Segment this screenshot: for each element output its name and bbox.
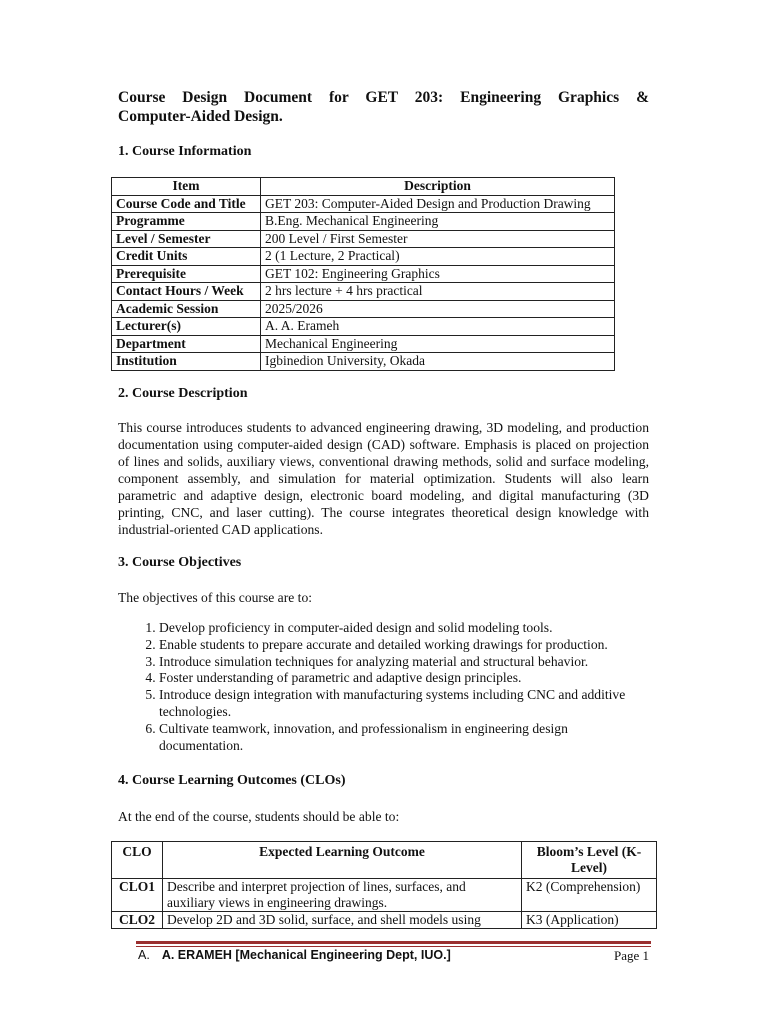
list-item: 6. Cultivate teamwork, innovation, and professionalism in engineering design documentation. — [159, 721, 649, 755]
info-item-cell: Department — [112, 335, 261, 353]
footer-author-text: A. ERAMEH [Mechanical Engineering Dept, IUO.] — [161, 948, 451, 962]
info-description-cell: 2 (1 Lecture, 2 Practical) — [261, 248, 615, 266]
info-description-cell: GET 102: Engineering Graphics — [261, 265, 615, 283]
clo-level-cell: K3 (Application) — [522, 912, 657, 929]
section-heading-course-information: 1. Course Information — [118, 144, 252, 159]
title-line-2: Computer-Aided Design. — [118, 108, 283, 125]
header-outcome: Expected Learning Outcome — [163, 842, 522, 879]
info-description-cell: B.Eng. Mechanical Engineering — [261, 213, 615, 231]
info-description-cell: 2 hrs lecture + 4 hrs practical — [261, 283, 615, 301]
info-description-cell: GET 203: Computer-Aided Design and Production Drawing — [261, 195, 615, 213]
footer-author — [138, 948, 451, 962]
table-row — [112, 353, 615, 371]
learning-outcomes-table — [111, 841, 657, 929]
clo-level-cell: K2 (Comprehension) — [522, 879, 657, 912]
objectives-list — [118, 620, 649, 754]
info-item-cell: Institution — [112, 353, 261, 371]
table-header-row — [112, 178, 615, 196]
footer-rule-thin — [136, 946, 651, 947]
table-row — [112, 879, 657, 912]
info-item-cell: Programme — [112, 213, 261, 231]
header-description: Description — [261, 178, 615, 196]
info-item-cell: Lecturer(s) — [112, 318, 261, 336]
clo-id-cell: CLO2 — [112, 912, 163, 929]
table-row — [112, 912, 657, 929]
info-description-cell: A. A. Erameh — [261, 318, 615, 336]
info-item-cell: Prerequisite — [112, 265, 261, 283]
info-item-cell: Level / Semester — [112, 230, 261, 248]
list-item: 5. Introduce design integration with manufacturing systems including CNC and additive technologies. — [159, 687, 649, 721]
table-header-row — [112, 842, 657, 879]
info-description-cell: Igbinedion University, Okada — [261, 353, 615, 371]
section-heading-course-description: 2. Course Description — [118, 386, 248, 401]
table-row — [112, 213, 615, 231]
table-row — [112, 283, 615, 301]
info-item-cell: Contact Hours / Week — [112, 283, 261, 301]
clo-outcome-cell: Develop 2D and 3D solid, surface, and shell models using — [163, 912, 522, 929]
info-description-cell: 2025/2026 — [261, 300, 615, 318]
list-item: 4. Foster understanding of parametric and adaptive design principles. — [159, 670, 649, 687]
header-clo: CLO — [112, 842, 163, 879]
footer-rule-thick — [136, 941, 651, 944]
title-line-1: Course Design Document for GET 203: Engineering Graphics & — [118, 89, 649, 106]
table-row — [112, 335, 615, 353]
table-row — [112, 230, 615, 248]
header-blooms-level: Bloom’s Level (K-Level) — [522, 842, 657, 879]
header-item: Item — [112, 178, 261, 196]
document-title — [118, 88, 649, 126]
clo-outcome-cell: Describe and interpret projection of lines, surfaces, and auxiliary views in engineering drawings. — [163, 879, 522, 912]
course-description-paragraph: This course introduces students to advanced engineering drawing, 3D modeling, and production documentation using computer-aided design (CAD) software. Emphasis is placed on projection of lines and solids, auxiliary views, conventional drawing methods, solid and surface modeling, component assembly, and simulation for material optimization. Students will also learn parametric and adaptive design, electronic board modeling, and digital manufacturing (3D printing, CNC, and laser cutting). The course integrates theoretical design knowledge with industrial-oriented CAD applications. — [118, 420, 649, 537]
course-information-table — [111, 177, 615, 371]
list-item: 2. Enable students to prepare accurate and detailed working drawings for production. — [159, 637, 649, 654]
list-item: 1. Develop proficiency in computer-aided design and solid modeling tools. — [159, 620, 649, 637]
section-heading-course-objectives: 3. Course Objectives — [118, 555, 242, 570]
clo-id-cell: CLO1 — [112, 879, 163, 912]
table-row — [112, 318, 615, 336]
section-heading-learning-outcomes: 4. Course Learning Outcomes (CLOs) — [118, 773, 346, 788]
table-row — [112, 195, 615, 213]
info-item-cell: Academic Session — [112, 300, 261, 318]
table-row — [112, 248, 615, 266]
footer-initial: A. — [138, 948, 150, 962]
info-item-cell: Credit Units — [112, 248, 261, 266]
info-description-cell: 200 Level / First Semester — [261, 230, 615, 248]
page-number: Page 1 — [613, 948, 649, 963]
clo-intro: At the end of the course, students should be able to: — [118, 809, 400, 824]
table-row — [112, 300, 615, 318]
info-description-cell: Mechanical Engineering — [261, 335, 615, 353]
table-row — [112, 265, 615, 283]
objectives-intro: The objectives of this course are to: — [118, 590, 313, 605]
list-item: 3. Introduce simulation techniques for analyzing material and structural behavior. — [159, 654, 649, 671]
info-item-cell: Course Code and Title — [112, 195, 261, 213]
